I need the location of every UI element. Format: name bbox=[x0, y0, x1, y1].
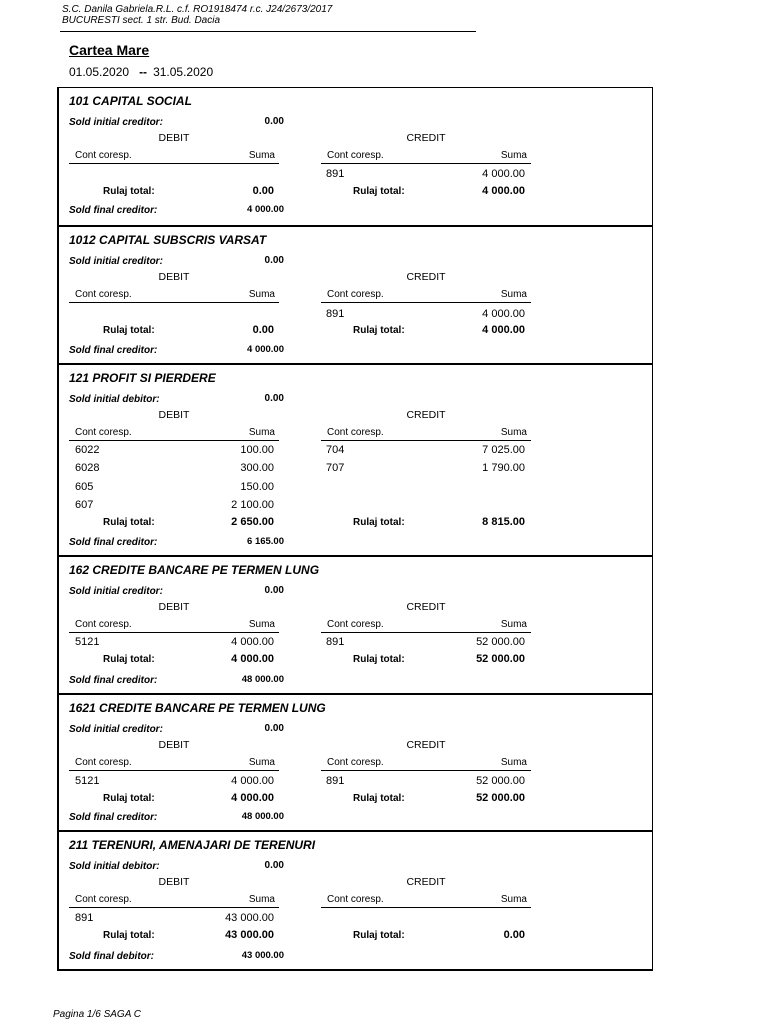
suma-header: Suma bbox=[248, 757, 275, 768]
account-title: 1621 CREDITE BANCARE PE TERMEN LUNG bbox=[69, 701, 326, 715]
credit-header: CREDIT bbox=[406, 409, 446, 421]
debit-column-header bbox=[69, 149, 279, 164]
debit-amount-cell: 100.00 bbox=[240, 444, 274, 456]
suma-header: Suma bbox=[248, 894, 275, 905]
suma-header: Suma bbox=[500, 289, 527, 300]
cont-coresp-header: Cont coresp. bbox=[327, 619, 384, 630]
credit-account-cell: 707 bbox=[326, 462, 345, 474]
debit-header: DEBIT bbox=[158, 132, 190, 144]
sold-initial-value: 0.00 bbox=[264, 860, 284, 871]
cont-coresp-header: Cont coresp. bbox=[327, 289, 384, 300]
sold-initial-label: Sold initial creditor: bbox=[69, 256, 163, 267]
debit-rulaj-label: Rulaj total: bbox=[103, 654, 155, 665]
credit-rulaj-total: 8 815.00 bbox=[482, 516, 525, 528]
suma-header: Suma bbox=[500, 894, 527, 905]
debit-column-header bbox=[69, 618, 279, 633]
credit-rulaj-total: 0.00 bbox=[503, 929, 525, 941]
sold-initial-label: Sold initial creditor: bbox=[69, 586, 163, 597]
sold-initial-value: 0.00 bbox=[264, 723, 284, 734]
credit-column-header bbox=[321, 288, 531, 303]
credit-column-header bbox=[321, 756, 531, 771]
debit-header: DEBIT bbox=[158, 271, 190, 283]
debit-rulaj-label: Rulaj total: bbox=[103, 517, 155, 528]
credit-header: CREDIT bbox=[406, 876, 446, 888]
cont-coresp-header: Cont coresp. bbox=[75, 894, 132, 905]
sold-initial-label: Sold initial creditor: bbox=[69, 117, 163, 128]
debit-header: DEBIT bbox=[158, 876, 190, 888]
debit-header: DEBIT bbox=[158, 739, 190, 751]
debit-amount-cell: 4 000.00 bbox=[231, 775, 274, 787]
debit-rulaj-label: Rulaj total: bbox=[103, 793, 155, 804]
page-title: Cartea Mare bbox=[69, 42, 150, 58]
cont-coresp-header: Cont coresp. bbox=[75, 150, 132, 161]
ledger-container bbox=[57, 87, 653, 971]
debit-amount-cell: 43 000.00 bbox=[225, 912, 274, 924]
sold-initial-value: 0.00 bbox=[264, 393, 284, 404]
debit-column-header bbox=[69, 756, 279, 771]
debit-amount-cell: 2 100.00 bbox=[231, 499, 274, 511]
cont-coresp-header: Cont coresp. bbox=[327, 150, 384, 161]
account-title: 121 PROFIT SI PIERDERE bbox=[69, 371, 216, 385]
credit-rulaj-total: 52 000.00 bbox=[476, 792, 525, 804]
account-section bbox=[59, 225, 652, 365]
sold-final-value: 48 000.00 bbox=[241, 674, 284, 685]
suma-header: Suma bbox=[248, 619, 275, 630]
header-divider bbox=[60, 31, 476, 32]
credit-header: CREDIT bbox=[406, 271, 446, 283]
page-footer: Pagina 1/6 SAGA C bbox=[53, 1009, 142, 1020]
suma-header: Suma bbox=[248, 150, 275, 161]
period-start: 01.05.2020 bbox=[69, 65, 130, 79]
debit-rulaj-total: 4 000.00 bbox=[231, 653, 274, 665]
debit-rulaj-total: 2 650.00 bbox=[231, 516, 274, 528]
company-line-2: BUCURESTI sect. 1 str. Bud. Dacia bbox=[62, 15, 221, 26]
debit-rulaj-total: 0.00 bbox=[252, 324, 274, 336]
sold-initial-value: 0.00 bbox=[264, 585, 284, 596]
debit-rulaj-total: 43 000.00 bbox=[225, 929, 274, 941]
suma-header: Suma bbox=[500, 619, 527, 630]
suma-header: Suma bbox=[500, 150, 527, 161]
sold-final-value: 48 000.00 bbox=[241, 811, 284, 822]
debit-header: DEBIT bbox=[158, 409, 190, 421]
debit-rulaj-total: 0.00 bbox=[252, 185, 274, 197]
cont-coresp-header: Cont coresp. bbox=[75, 619, 132, 630]
credit-rulaj-label: Rulaj total: bbox=[353, 793, 405, 804]
debit-account-cell: 5121 bbox=[75, 775, 100, 787]
debit-amount-cell: 300.00 bbox=[240, 462, 274, 474]
debit-column-header bbox=[69, 426, 279, 441]
credit-amount-cell: 52 000.00 bbox=[476, 775, 525, 787]
suma-header: Suma bbox=[248, 427, 275, 438]
debit-rulaj-label: Rulaj total: bbox=[103, 186, 155, 197]
credit-rulaj-label: Rulaj total: bbox=[353, 930, 405, 941]
sold-initial-value: 0.00 bbox=[264, 116, 284, 127]
account-title: 1012 CAPITAL SUBSCRIS VARSAT bbox=[69, 233, 267, 247]
account-title: 162 CREDITE BANCARE PE TERMEN LUNG bbox=[69, 563, 320, 577]
cont-coresp-header: Cont coresp. bbox=[75, 427, 132, 438]
account-section bbox=[59, 830, 652, 971]
cont-coresp-header: Cont coresp. bbox=[327, 427, 384, 438]
credit-amount-cell: 4 000.00 bbox=[482, 168, 525, 180]
credit-account-cell: 891 bbox=[326, 636, 345, 648]
sold-initial-value: 0.00 bbox=[264, 255, 284, 266]
credit-account-cell: 891 bbox=[326, 775, 345, 787]
credit-column-header bbox=[321, 893, 531, 908]
sold-final-label: Sold final creditor: bbox=[69, 345, 158, 356]
credit-amount-cell: 4 000.00 bbox=[482, 308, 525, 320]
debit-account-cell: 5121 bbox=[75, 636, 100, 648]
account-section bbox=[59, 363, 652, 557]
sold-final-label: Sold final debitor: bbox=[69, 951, 154, 962]
credit-amount-cell: 52 000.00 bbox=[476, 636, 525, 648]
debit-account-cell: 6028 bbox=[75, 462, 100, 474]
debit-column-header bbox=[69, 288, 279, 303]
account-section bbox=[59, 555, 652, 695]
debit-account-cell: 605 bbox=[75, 481, 94, 493]
credit-amount-cell: 7 025.00 bbox=[482, 444, 525, 456]
credit-header: CREDIT bbox=[406, 132, 446, 144]
period-end: 31.05.2020 bbox=[153, 65, 214, 79]
credit-rulaj-total: 4 000.00 bbox=[482, 324, 525, 336]
sold-final-value: 6 165.00 bbox=[247, 536, 284, 547]
debit-amount-cell: 150.00 bbox=[240, 481, 274, 493]
cont-coresp-header: Cont coresp. bbox=[75, 757, 132, 768]
debit-rulaj-total: 4 000.00 bbox=[231, 792, 274, 804]
credit-account-cell: 704 bbox=[326, 444, 345, 456]
cont-coresp-header: Cont coresp. bbox=[327, 894, 384, 905]
credit-column-header bbox=[321, 426, 531, 441]
period-separator: -- bbox=[139, 65, 148, 79]
debit-account-cell: 891 bbox=[75, 912, 94, 924]
credit-rulaj-total: 52 000.00 bbox=[476, 653, 525, 665]
credit-column-header bbox=[321, 618, 531, 633]
account-title: 211 TERENURI, AMENAJARI DE TERENURI bbox=[69, 838, 316, 852]
company-line-1: S.C. Danila Gabriela.R.L. c.f. RO1918474 r.c. J24/2673/2017 bbox=[62, 4, 333, 15]
credit-rulaj-total: 4 000.00 bbox=[482, 185, 525, 197]
credit-account-cell: 891 bbox=[326, 168, 345, 180]
sold-initial-label: Sold initial debitor: bbox=[69, 394, 160, 405]
account-section bbox=[59, 693, 652, 832]
cont-coresp-header: Cont coresp. bbox=[327, 757, 384, 768]
account-title: 101 CAPITAL SOCIAL bbox=[69, 94, 192, 108]
credit-account-cell: 891 bbox=[326, 308, 345, 320]
debit-account-cell: 607 bbox=[75, 499, 94, 511]
sold-final-label: Sold final creditor: bbox=[69, 675, 158, 686]
credit-amount-cell: 1 790.00 bbox=[482, 462, 525, 474]
suma-header: Suma bbox=[500, 757, 527, 768]
sold-final-value: 43 000.00 bbox=[241, 950, 284, 961]
credit-rulaj-label: Rulaj total: bbox=[353, 325, 405, 336]
credit-header: CREDIT bbox=[406, 739, 446, 751]
cont-coresp-header: Cont coresp. bbox=[75, 289, 132, 300]
credit-rulaj-label: Rulaj total: bbox=[353, 654, 405, 665]
account-section bbox=[59, 88, 652, 225]
debit-header: DEBIT bbox=[158, 601, 190, 613]
debit-rulaj-label: Rulaj total: bbox=[103, 325, 155, 336]
debit-amount-cell: 4 000.00 bbox=[231, 636, 274, 648]
sold-final-label: Sold final creditor: bbox=[69, 205, 158, 216]
credit-rulaj-label: Rulaj total: bbox=[353, 517, 405, 528]
sold-final-value: 4 000.00 bbox=[247, 344, 284, 355]
debit-column-header bbox=[69, 893, 279, 908]
suma-header: Suma bbox=[500, 427, 527, 438]
sold-initial-label: Sold initial debitor: bbox=[69, 861, 160, 872]
report-period bbox=[69, 65, 213, 79]
sold-final-label: Sold final creditor: bbox=[69, 537, 158, 548]
sold-final-label: Sold final creditor: bbox=[69, 812, 158, 823]
sold-final-value: 4 000.00 bbox=[247, 204, 284, 215]
sold-initial-label: Sold initial creditor: bbox=[69, 724, 163, 735]
credit-column-header bbox=[321, 149, 531, 164]
credit-header: CREDIT bbox=[406, 601, 446, 613]
debit-account-cell: 6022 bbox=[75, 444, 100, 456]
suma-header: Suma bbox=[248, 289, 275, 300]
debit-rulaj-label: Rulaj total: bbox=[103, 930, 155, 941]
credit-rulaj-label: Rulaj total: bbox=[353, 186, 405, 197]
